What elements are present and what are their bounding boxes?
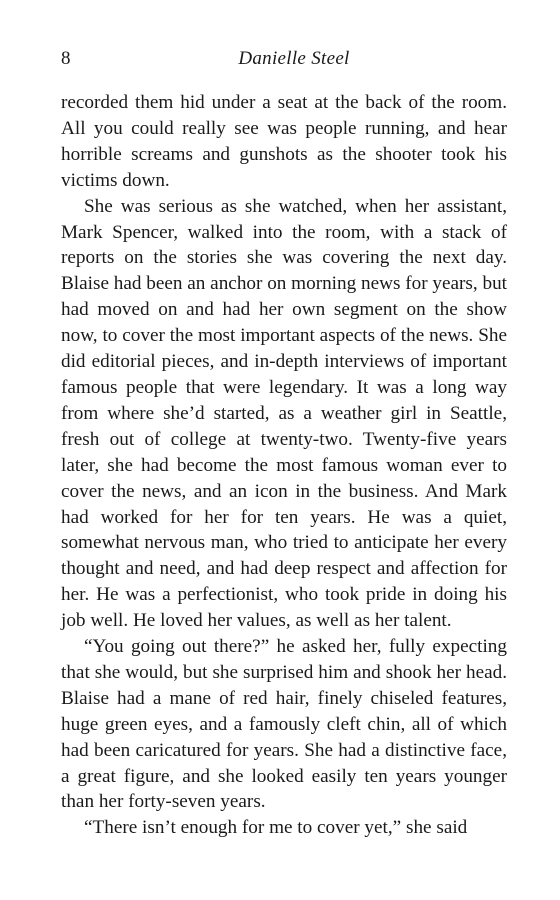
running-head-author: Danielle Steel xyxy=(238,48,350,69)
paragraph: “You going out there?” he asked her, fully expecting that she would, but she surprised him and shook her head. Blaise had a mane of red hair, finely chiseled features, huge green eyes, and a famously cleft chin, all of which had been caricatured for years. She had a distinctive face, a great figure, and she looked easily ten years younger than her forty-seven years. xyxy=(61,636,507,813)
paragraph: She was serious as she watched, when her assistant, Mark Spencer, walked into the room, with a stack of reports on the stories she was covering the next day. Blaise had been an anchor on morning news for years, but had moved on and had her own segment on the show now, to cover the most important aspects of the news. She did editorial pieces, and in-depth interviews of important famous people that were legendary. It was a long way from where she’d started, as a weather girl in Seattle, fresh out of college at twenty-two. Twenty-five years later, she had become the most famous woman ever to cover the news, and an icon in the business. And Mark had worked for her for ten years. He was a quiet, somewhat nervous man, who tried to anticipate her every thought and need, and had deep respect and affection for her. He was a perfectionist, who took pride in doing his job well. He loved her values, as well as her talent. xyxy=(61,195,507,632)
page-number: 8 xyxy=(61,48,71,69)
body-text xyxy=(61,90,507,841)
paragraph-continued: recorded them hid under a seat at the back of the room. All you could really see was people running, and hear horrible screams and gunshots as the shooter took his victims down. xyxy=(61,92,507,191)
paragraph: “There isn’t enough for me to cover yet,” she said xyxy=(84,817,468,839)
page-header xyxy=(61,44,507,74)
book-page xyxy=(61,44,507,841)
